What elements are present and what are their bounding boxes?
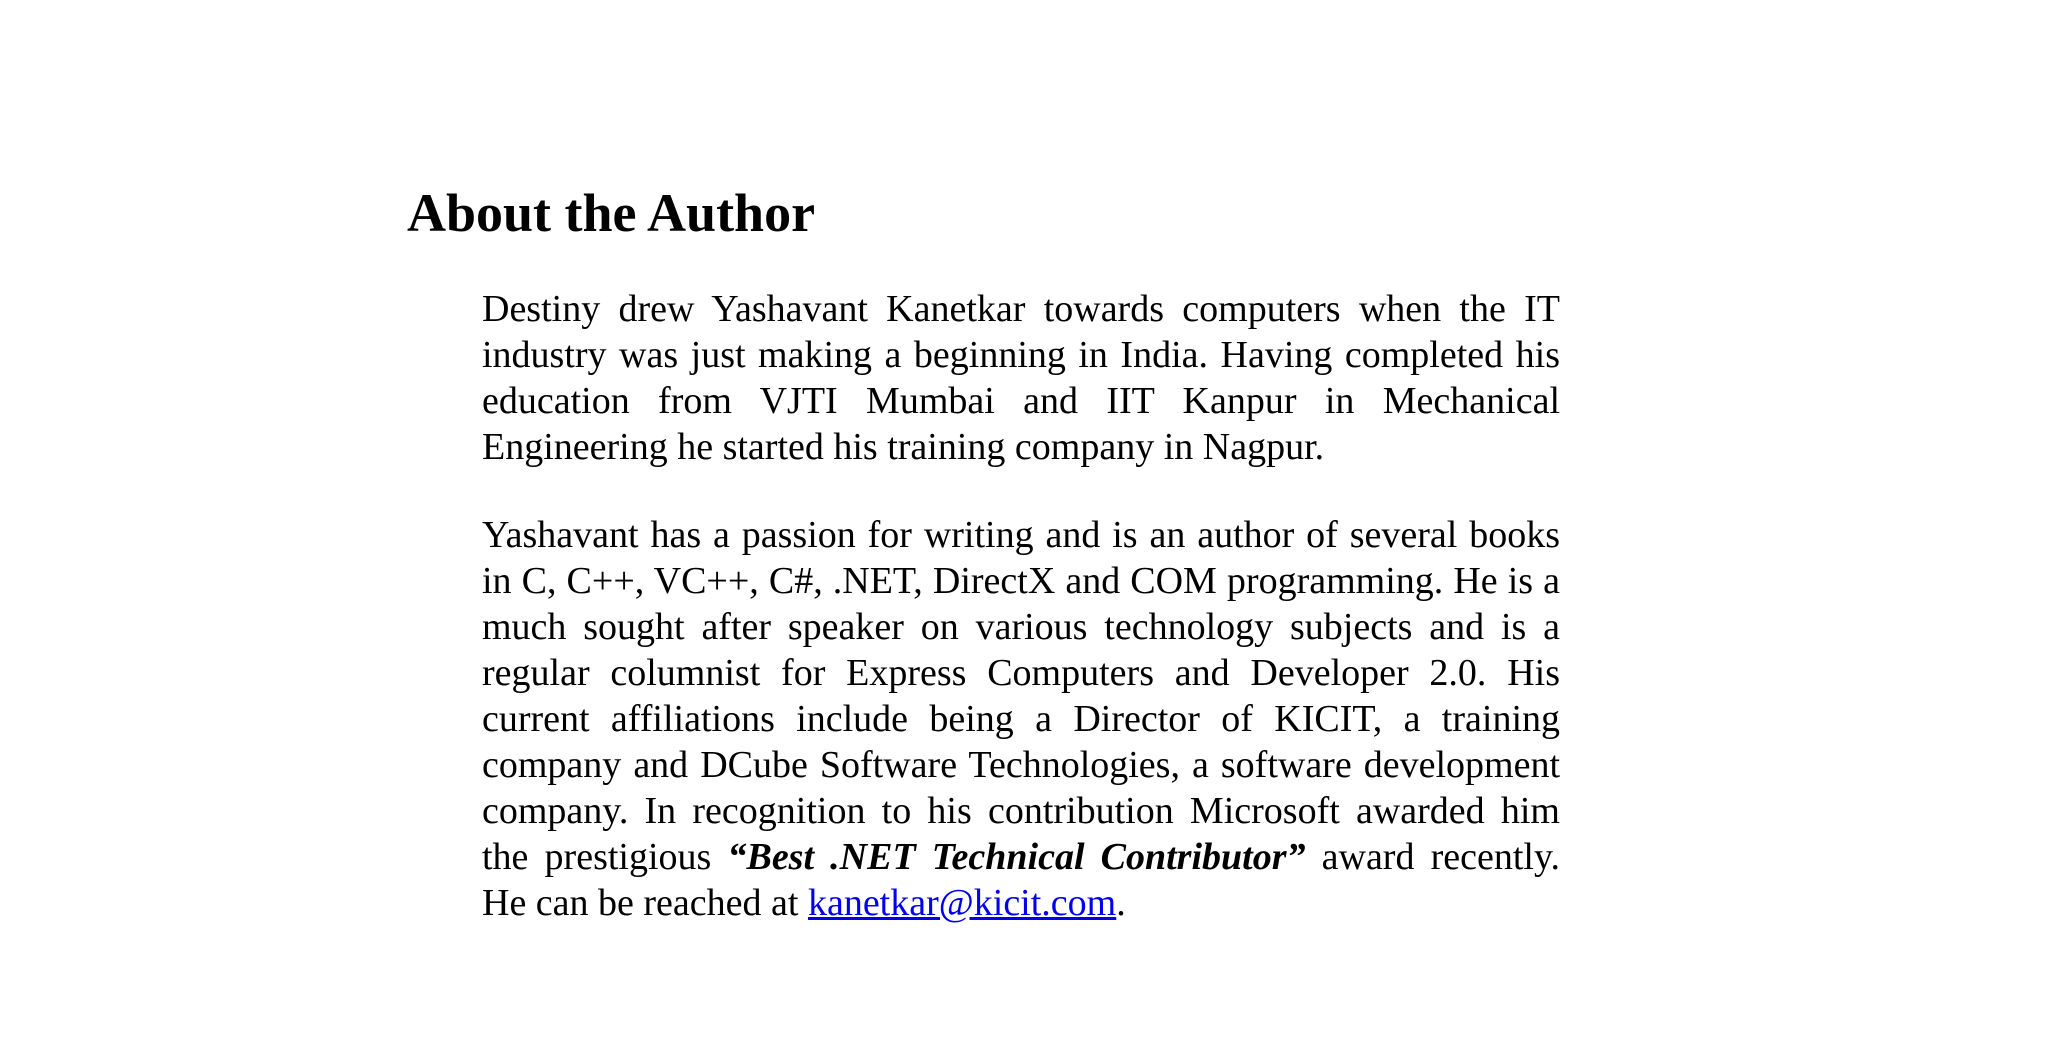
award-title: “Best .NET Technical Contributor” xyxy=(727,836,1306,878)
author-bio-paragraph-1: Destiny drew Yashavant Kanetkar towards computers when the IT industry was just making a beginning in India. Having completed his education from VJTI Mumbai and IIT Kanpur in Mechanical Engineering he started his training company in Nagpur. xyxy=(482,288,1560,468)
bio-text-intro: Yashavant has a passion for writing and is an author of several books in C, C++, VC++, C#, .NET, DirectX and COM programming. He is a much sought after speaker on various technology subjects and is a regular columnist for Express Computers and Developer 2.0. His current affiliations include being a Director of KICIT, a training company and DCube Software Technologies, a software development company. In recognition to his contribution Microsoft awarded him the prestigious xyxy=(482,514,1560,878)
sentence-end: . xyxy=(1116,882,1126,924)
email-link[interactable]: kanetkar@kicit.com xyxy=(807,882,1117,924)
page-title: About the Author xyxy=(407,183,816,243)
bio-text-contact: award recently. He can be reached at xyxy=(482,836,1560,924)
author-bio-paragraph-2 xyxy=(482,512,1560,926)
